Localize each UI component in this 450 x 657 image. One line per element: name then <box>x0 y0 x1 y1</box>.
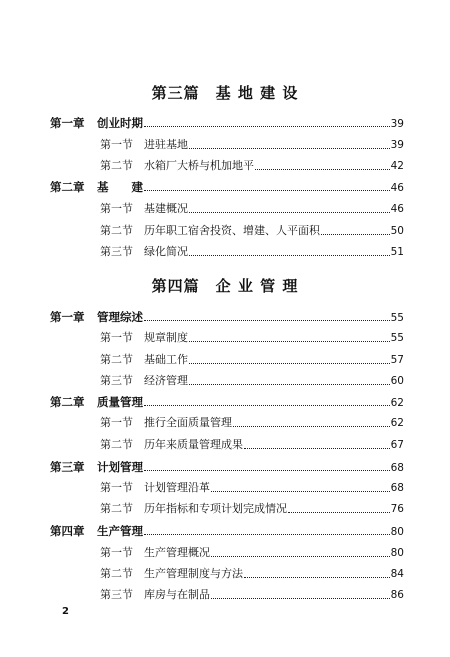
toc-section-entry <box>100 224 404 238</box>
chapter-title: 质量管理 <box>97 395 143 409</box>
toc-section-entry <box>100 353 404 367</box>
toc-section-entry <box>100 588 404 602</box>
toc-section-entry <box>100 159 404 173</box>
section-number: 第三节 <box>100 374 133 387</box>
section-number: 第一节 <box>100 331 133 344</box>
dot-leader <box>144 469 390 471</box>
chapter-number: 第二章 <box>50 395 85 409</box>
chapter-number: 第一章 <box>50 116 85 130</box>
toc-section-entry <box>100 416 404 430</box>
section-title: 推行全面质量管理 <box>144 416 232 429</box>
chapter-title: 创业时期 <box>97 116 143 130</box>
page-number: 60 <box>390 375 404 387</box>
page-number: 55 <box>390 332 404 344</box>
page-number: 39 <box>390 118 404 130</box>
chapter-title: 管理综述 <box>97 310 143 324</box>
section-title: 生产管理概况 <box>144 546 210 559</box>
part-three-title: 第三篇 基 地 建 设 <box>151 84 299 102</box>
dot-leader <box>233 425 390 427</box>
part-four-title: 第四篇 企 业 管 理 <box>151 277 299 295</box>
section-title: 进驻基地 <box>144 138 188 151</box>
toc-chapter-entry <box>50 180 404 194</box>
section-number: 第三节 <box>100 588 133 601</box>
page-number: 50 <box>390 225 404 237</box>
section-title: 绿化简况 <box>144 245 188 258</box>
dot-leader <box>144 125 390 127</box>
dot-leader <box>144 404 390 406</box>
dot-leader <box>189 254 390 256</box>
page-number: 42 <box>390 160 404 172</box>
page-number: 84 <box>390 568 404 580</box>
chapter-number: 第二章 <box>50 180 85 194</box>
dot-leader <box>211 555 390 557</box>
dot-leader <box>189 362 390 364</box>
page-number: 76 <box>390 503 404 515</box>
toc-chapter-entry <box>50 524 404 538</box>
dot-leader <box>189 383 390 385</box>
section-title: 历年来质量管理成果 <box>144 438 243 451</box>
toc-section-entry <box>100 202 404 216</box>
page-number: 80 <box>390 526 404 538</box>
section-number: 第二节 <box>100 224 133 237</box>
chapter-number: 第三章 <box>50 460 85 474</box>
section-number: 第一节 <box>100 138 133 151</box>
page-number: 46 <box>390 203 404 215</box>
page-number: 55 <box>390 312 404 324</box>
toc-section-entry <box>100 138 404 152</box>
section-title: 水箱厂大桥与机加地平 <box>144 159 254 172</box>
section-title: 经济管理 <box>144 374 188 387</box>
section-number: 第二节 <box>100 159 133 172</box>
dot-leader <box>144 189 390 191</box>
chapter-number: 第四章 <box>50 524 85 538</box>
dot-leader <box>144 319 390 321</box>
dot-leader <box>244 576 390 578</box>
toc-section-entry <box>100 502 404 516</box>
page-number: 68 <box>390 482 404 494</box>
dot-leader <box>189 340 390 342</box>
section-number: 第一节 <box>100 546 133 559</box>
section-number: 第三节 <box>100 245 133 258</box>
toc-section-entry <box>100 567 404 581</box>
dot-leader <box>288 511 390 513</box>
toc-section-entry <box>100 245 404 259</box>
section-number: 第一节 <box>100 416 133 429</box>
toc-chapter-entry <box>50 460 404 474</box>
section-title: 基础工作 <box>144 353 188 366</box>
section-title: 基建概况 <box>144 202 188 215</box>
chapter-number: 第一章 <box>50 310 85 324</box>
page-number: 39 <box>390 139 404 151</box>
page-number: 57 <box>390 354 404 366</box>
page-number: 62 <box>390 417 404 429</box>
toc-section-entry <box>100 438 404 452</box>
dot-leader <box>321 233 390 235</box>
dot-leader <box>255 168 390 170</box>
section-number: 第二节 <box>100 353 133 366</box>
toc-section-entry <box>100 331 404 345</box>
page-number: 51 <box>390 246 404 258</box>
section-title: 规章制度 <box>144 331 188 344</box>
section-title: 生产管理制度与方法 <box>144 567 243 580</box>
section-number: 第一节 <box>100 481 133 494</box>
section-number: 第二节 <box>100 438 133 451</box>
section-title: 历年指标和专项计划完成情况 <box>144 502 287 515</box>
page-number: 68 <box>390 462 404 474</box>
toc-section-entry <box>100 546 404 560</box>
chapter-title: 计划管理 <box>97 460 143 474</box>
page-number: 67 <box>390 439 404 451</box>
toc-chapter-entry <box>50 310 404 324</box>
dot-leader <box>211 490 390 492</box>
dot-leader <box>144 533 390 535</box>
dot-leader <box>211 597 390 599</box>
section-title: 计划管理沿革 <box>144 481 210 494</box>
section-number: 第二节 <box>100 567 133 580</box>
section-number: 第一节 <box>100 202 133 215</box>
toc-chapter-entry <box>50 116 404 130</box>
chapter-title: 生产管理 <box>97 524 143 538</box>
dot-leader <box>189 147 390 149</box>
chapter-title: 基 建 <box>97 180 143 194</box>
page-number: 46 <box>390 182 404 194</box>
section-title: 库房与在制品 <box>144 588 210 601</box>
section-number: 第二节 <box>100 502 133 515</box>
folio-page-number: 2 <box>62 606 69 617</box>
toc-section-entry <box>100 481 404 495</box>
section-title: 历年职工宿舍投资、增建、人平面积 <box>144 224 320 237</box>
toc-chapter-entry <box>50 395 404 409</box>
page-number: 80 <box>390 547 404 559</box>
page-number: 86 <box>390 589 404 601</box>
dot-leader <box>189 211 390 213</box>
page-number: 62 <box>390 397 404 409</box>
dot-leader <box>244 447 390 449</box>
toc-section-entry <box>100 374 404 388</box>
